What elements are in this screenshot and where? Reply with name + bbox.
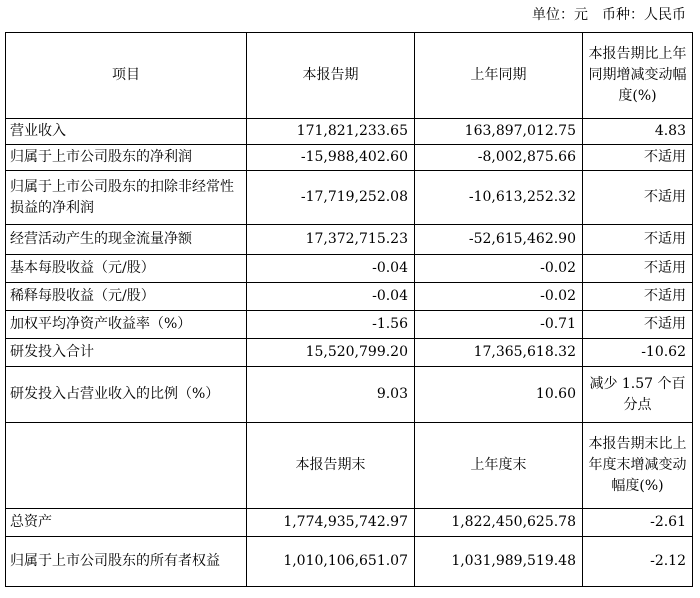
table-subheader-row xyxy=(6,423,693,509)
subheader-change-ratio: 本报告期末比上年度末增减变动幅度(%) xyxy=(583,423,693,509)
prior-value: -0.02 xyxy=(415,255,583,283)
current-value: 1,010,106,651.07 xyxy=(247,537,415,587)
current-value: 17,372,715.23 xyxy=(247,225,415,255)
table-row xyxy=(6,145,693,171)
change-value: 不适用 xyxy=(583,225,693,255)
prior-value: 10.60 xyxy=(415,367,583,423)
change-value: 不适用 xyxy=(583,145,693,171)
prior-value: 1,822,450,625.78 xyxy=(415,509,583,537)
row-label: 基本每股收益（元/股） xyxy=(6,255,247,283)
header-current-period: 本报告期 xyxy=(247,33,415,119)
row-label: 研发投入占营业收入的比例（%） xyxy=(6,367,247,423)
current-value: -1.56 xyxy=(247,311,415,339)
row-label: 加权平均净资产收益率（%） xyxy=(6,311,247,339)
table-row xyxy=(6,509,693,537)
row-label: 研发投入合计 xyxy=(6,339,247,367)
row-label: 经营活动产生的现金流量净额 xyxy=(6,225,247,255)
subheader-current-period-end: 本报告期末 xyxy=(247,423,415,509)
row-label: 归属于上市公司股东的扣除非经常性损益的净利润 xyxy=(6,171,247,225)
current-value: -17,719,252.08 xyxy=(247,171,415,225)
table-row xyxy=(6,367,693,423)
prior-value: -0.02 xyxy=(415,283,583,311)
financial-data-table xyxy=(5,32,693,587)
table-row xyxy=(6,119,693,145)
prior-value: 163,897,012.75 xyxy=(415,119,583,145)
row-label: 归属于上市公司股东的所有者权益 xyxy=(6,537,247,587)
current-value: 1,774,935,742.97 xyxy=(247,509,415,537)
prior-value: -8,002,875.66 xyxy=(415,145,583,171)
prior-value: 17,365,618.32 xyxy=(415,339,583,367)
table-row xyxy=(6,255,693,283)
unit-currency-label: 单位：元 币种：人民币 xyxy=(532,7,686,23)
row-label: 营业收入 xyxy=(6,119,247,145)
row-label: 稀释每股收益（元/股） xyxy=(6,283,247,311)
table-row xyxy=(6,283,693,311)
prior-value: 1,031,989,519.48 xyxy=(415,537,583,587)
table-row xyxy=(6,537,693,587)
header-item: 项目 xyxy=(6,33,247,119)
row-label: 归属于上市公司股东的净利润 xyxy=(6,145,247,171)
change-value: -2.12 xyxy=(583,537,693,587)
change-value: 不适用 xyxy=(583,283,693,311)
subheader-item xyxy=(6,423,247,509)
table-row xyxy=(6,171,693,225)
header-change-ratio: 本报告期比上年同期增减变动幅度(%) xyxy=(583,33,693,119)
change-value: -2.61 xyxy=(583,509,693,537)
table-row xyxy=(6,339,693,367)
current-value: -0.04 xyxy=(247,255,415,283)
current-value: 9.03 xyxy=(247,367,415,423)
subheader-prior-year-end: 上年度末 xyxy=(415,423,583,509)
table-row xyxy=(6,311,693,339)
current-value: -0.04 xyxy=(247,283,415,311)
change-value: 不适用 xyxy=(583,255,693,283)
header-prior-period: 上年同期 xyxy=(415,33,583,119)
prior-value: -10,613,252.32 xyxy=(415,171,583,225)
prior-value: -52,615,462.90 xyxy=(415,225,583,255)
current-value: 171,821,233.65 xyxy=(247,119,415,145)
row-label: 总资产 xyxy=(6,509,247,537)
change-value: -10.62 xyxy=(583,339,693,367)
change-value: 4.83 xyxy=(583,119,693,145)
change-value: 不适用 xyxy=(583,171,693,225)
change-value: 不适用 xyxy=(583,311,693,339)
current-value: -15,988,402.60 xyxy=(247,145,415,171)
prior-value: -0.71 xyxy=(415,311,583,339)
table-header-row xyxy=(6,33,693,119)
change-value: 减少 1.57 个百分点 xyxy=(583,367,693,423)
table-row xyxy=(6,225,693,255)
current-value: 15,520,799.20 xyxy=(247,339,415,367)
